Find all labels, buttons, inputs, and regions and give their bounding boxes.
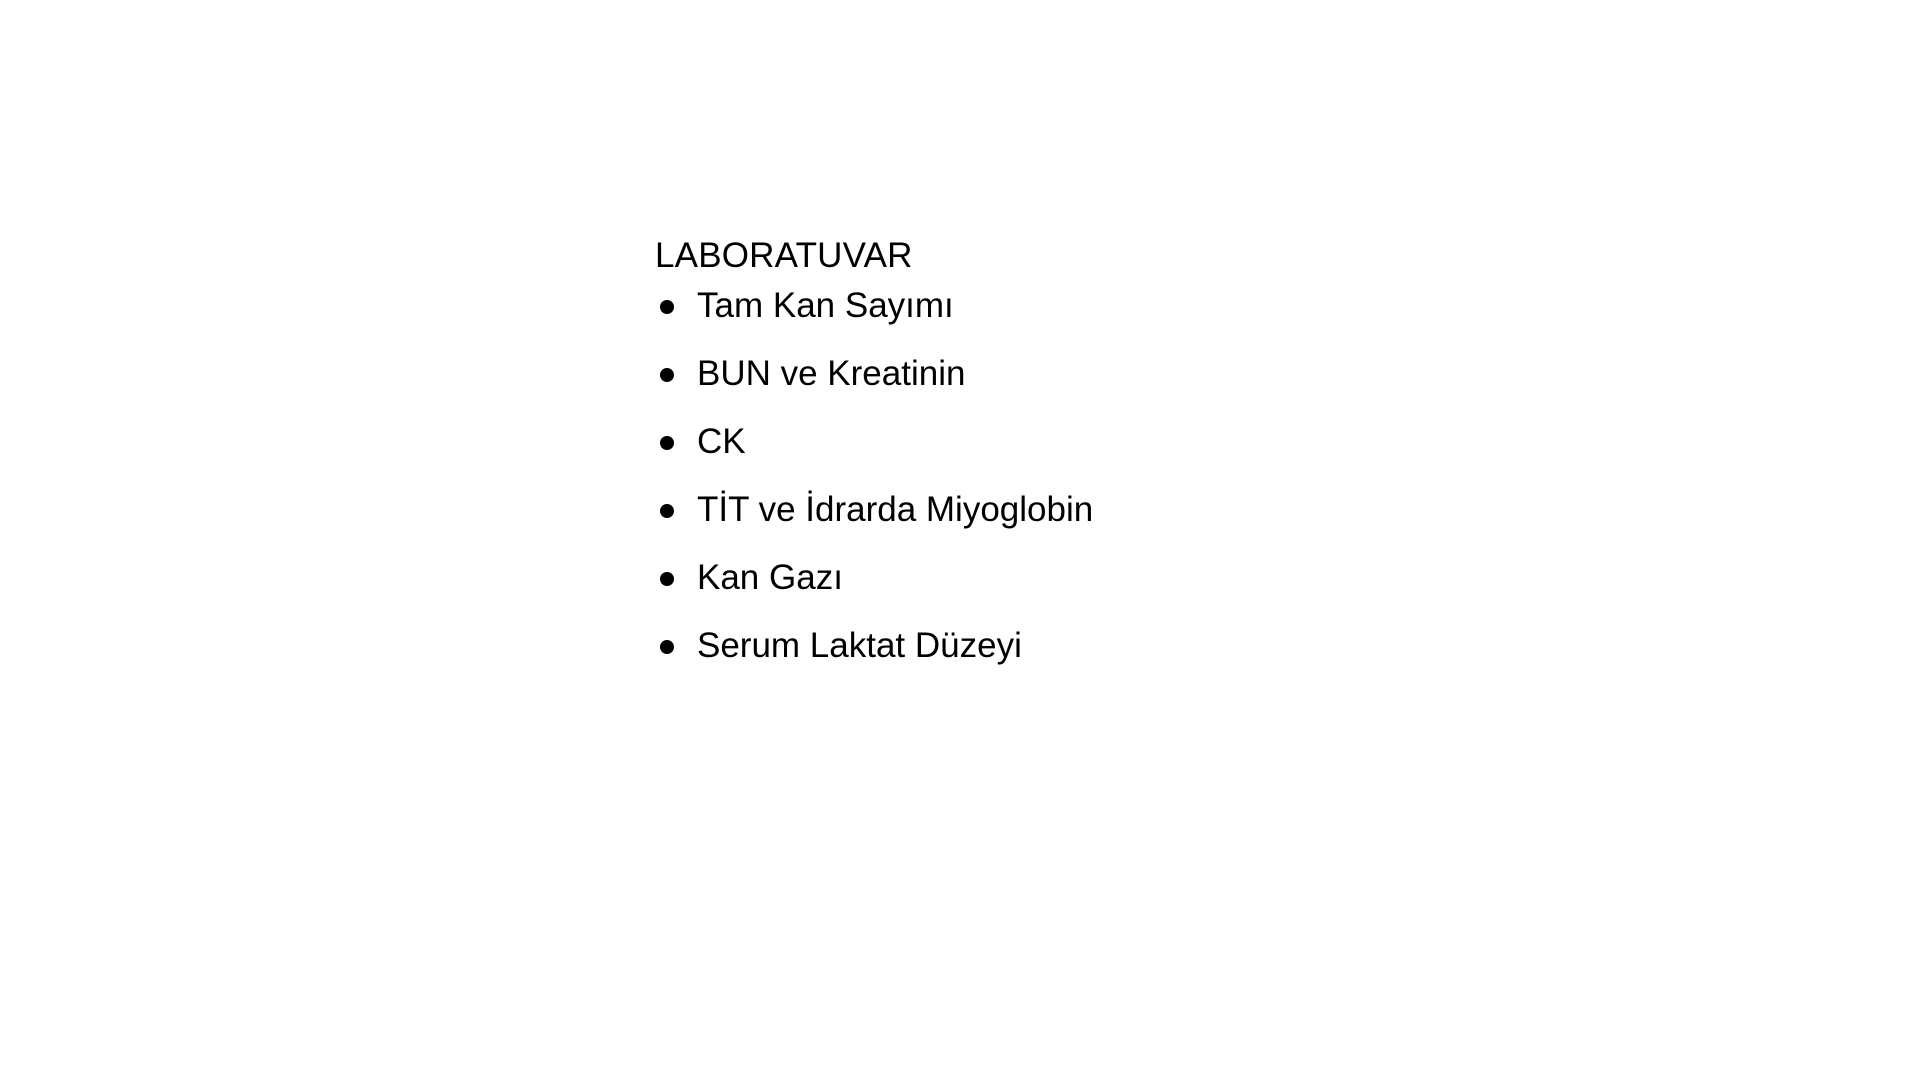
list-item-label: BUN ve Kreatinin bbox=[697, 354, 966, 394]
list-item bbox=[655, 354, 1555, 394]
bullet-dot-icon bbox=[660, 572, 674, 586]
list-item bbox=[655, 626, 1555, 666]
list-item-label: Kan Gazı bbox=[697, 558, 843, 598]
list-item-label: CK bbox=[697, 422, 746, 462]
list-item-label: Serum Laktat Düzeyi bbox=[697, 626, 1022, 666]
bullet-dot-icon bbox=[660, 368, 674, 382]
content-block bbox=[655, 235, 1555, 696]
bullet-dot-icon bbox=[660, 436, 674, 450]
list-item-label: Tam Kan Sayımı bbox=[697, 286, 954, 326]
bullet-dot-icon bbox=[660, 300, 674, 314]
list-item bbox=[655, 490, 1555, 530]
list-item bbox=[655, 558, 1555, 598]
bullet-dot-icon bbox=[660, 504, 674, 518]
list-item bbox=[655, 422, 1555, 462]
list-item-label: TİT ve İdrarda Miyoglobin bbox=[697, 490, 1094, 530]
laboratory-test-list bbox=[655, 286, 1555, 666]
bullet-dot-icon bbox=[660, 640, 674, 654]
list-item bbox=[655, 286, 1555, 326]
page-title: LABORATUVAR bbox=[655, 236, 913, 275]
